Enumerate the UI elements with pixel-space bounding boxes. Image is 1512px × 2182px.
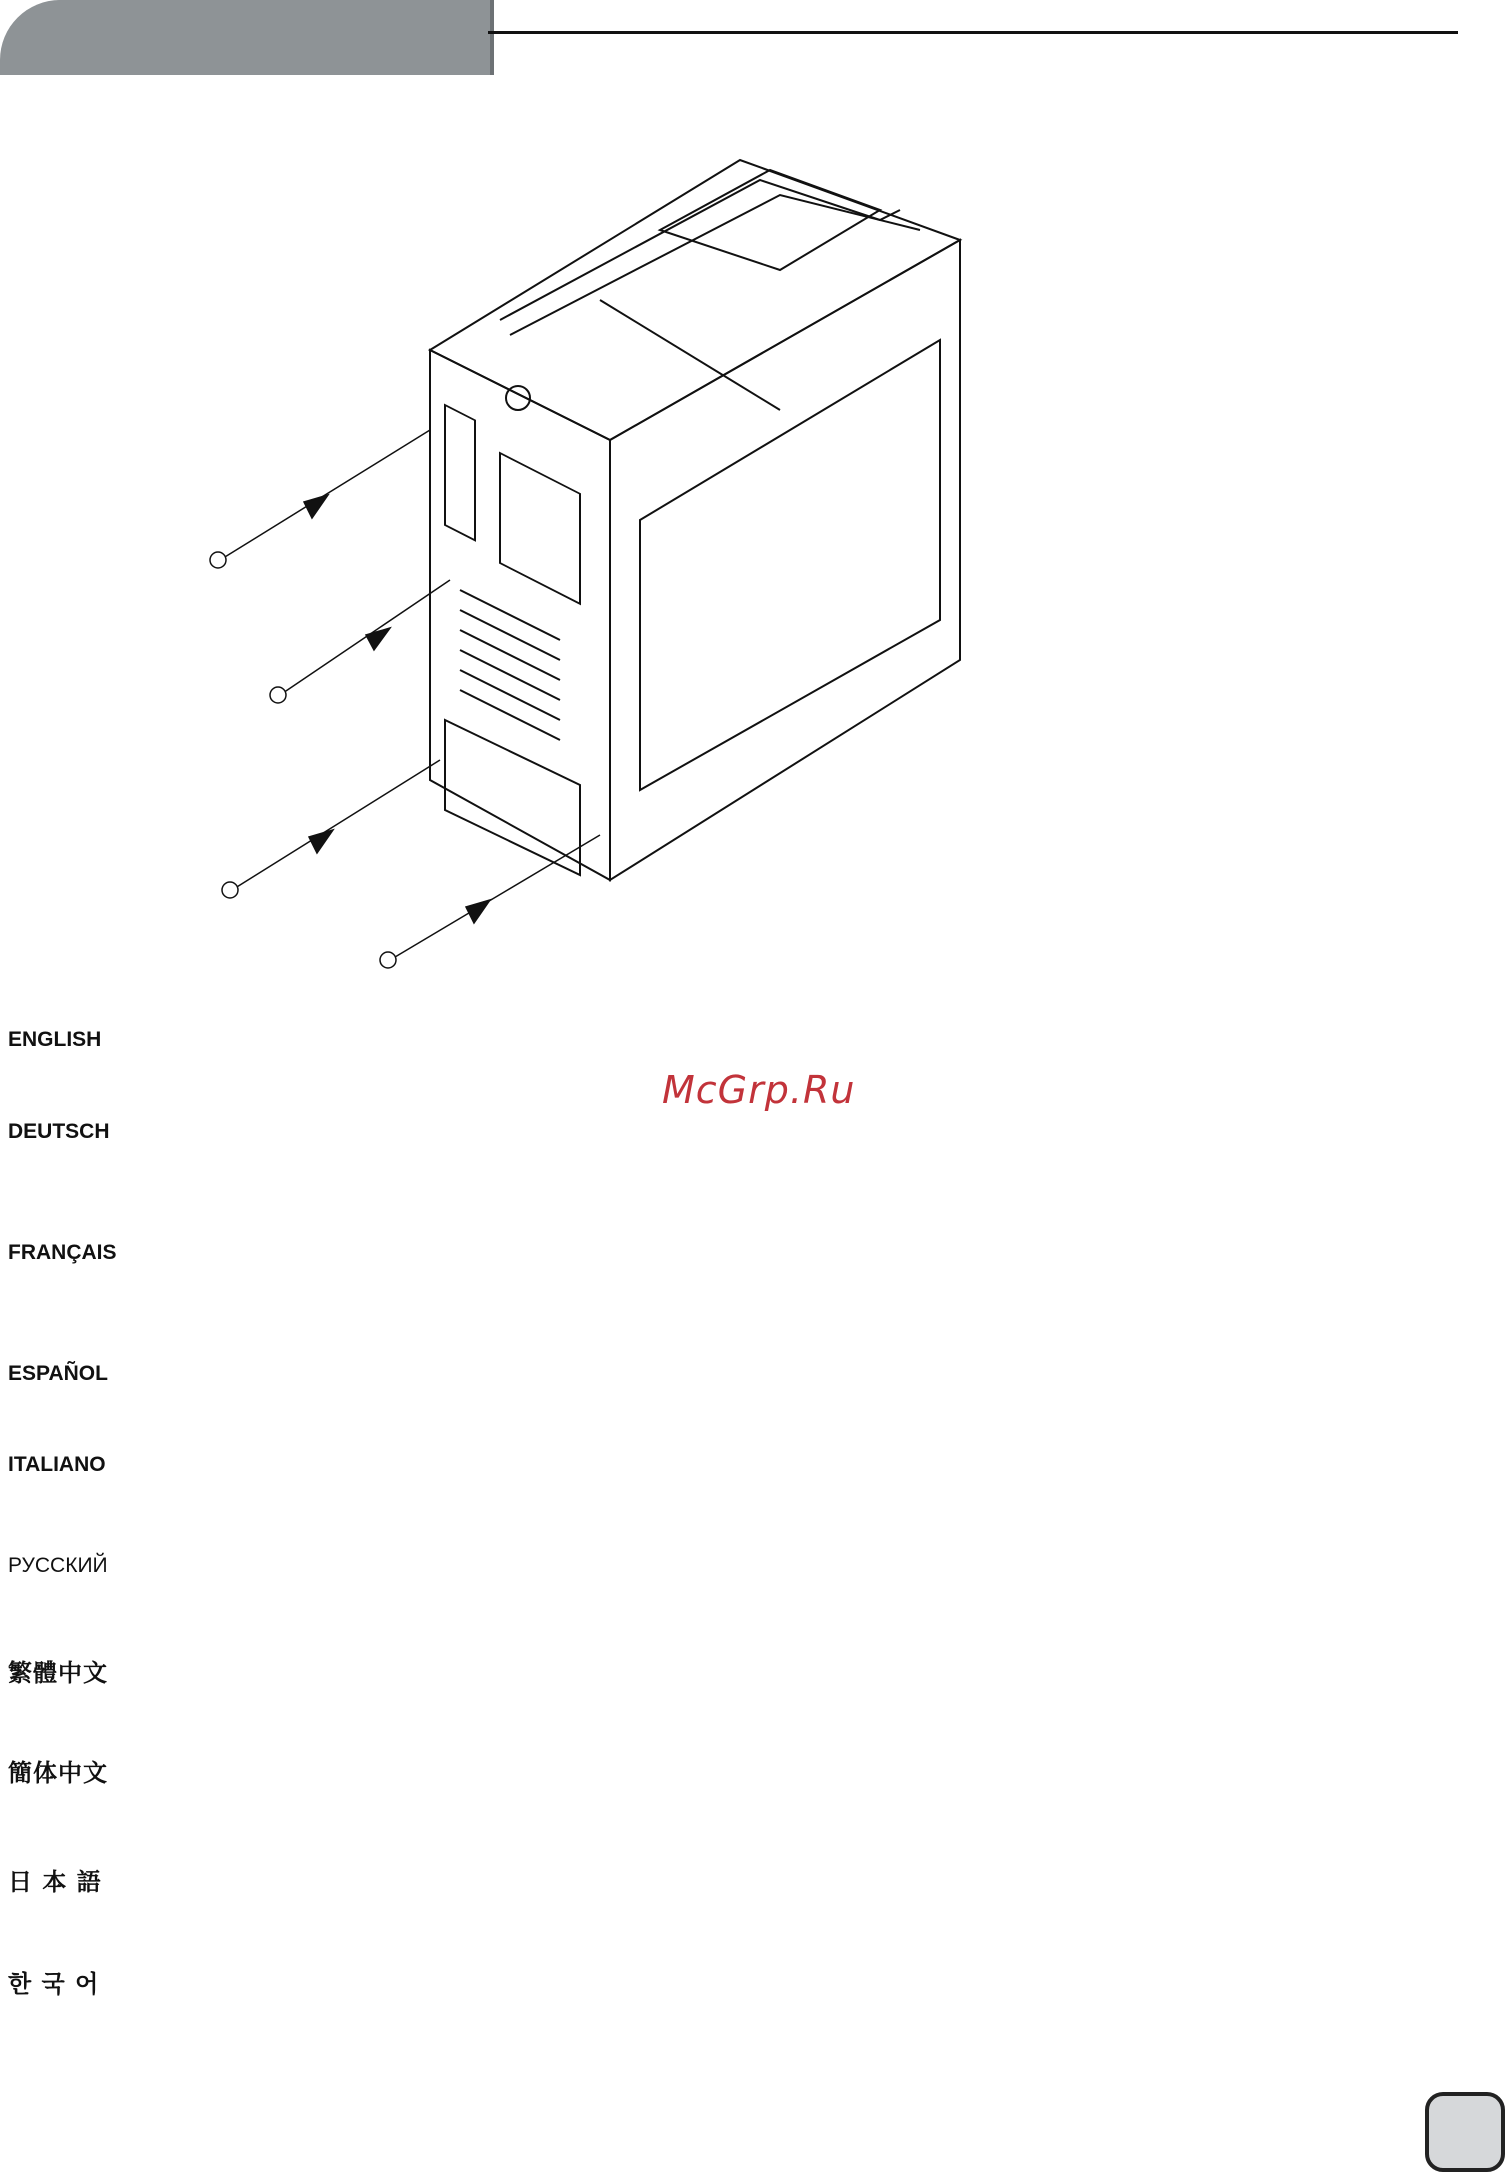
lang-english: ENGLISH [8, 1028, 102, 1051]
lang-simplified-chinese: 簡体中文 [8, 1759, 108, 1787]
arrow-icon [466, 900, 490, 923]
section-header-tab [0, 0, 490, 75]
lang-francais: FRANÇAIS [8, 1241, 117, 1264]
thumbscrew-icon [210, 552, 226, 568]
arrow-icon [304, 495, 328, 518]
lang-deutsch: DEUTSCH [8, 1120, 110, 1143]
side-window [640, 340, 940, 790]
arrow-icon [309, 830, 333, 853]
pc-case-illustration [180, 120, 1000, 1000]
thumbscrew-icon [222, 882, 238, 898]
header-rule [488, 31, 1458, 34]
lang-russian: РУССКИЙ [8, 1554, 108, 1577]
case-side-panel [610, 240, 960, 880]
watermark: McGrp.Ru [662, 1068, 856, 1112]
lang-korean: 한 국 어 [8, 1970, 100, 1998]
page-number-badge [1425, 2092, 1505, 2172]
lang-traditional-chinese: 繁體中文 [8, 1659, 108, 1687]
lang-italiano: ITALIANO [8, 1453, 106, 1476]
lang-espanol: ESPAÑOL [8, 1362, 108, 1385]
arrow-icon [366, 628, 390, 650]
case-back-panel [430, 350, 610, 880]
lang-japanese: 日 本 語 [8, 1868, 102, 1896]
case-top [430, 160, 960, 440]
thumbscrew-icon [380, 952, 396, 968]
thumbscrew-icon [270, 687, 286, 703]
